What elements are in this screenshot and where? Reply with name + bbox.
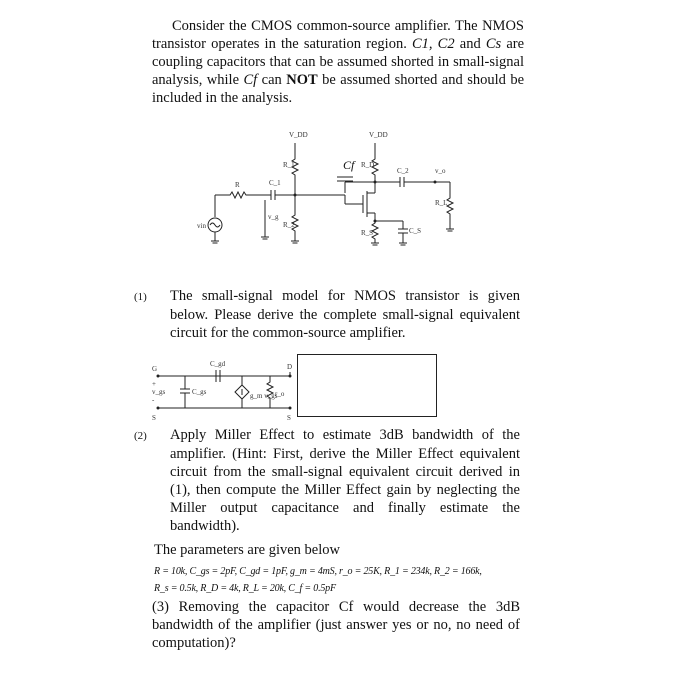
drain-terminal-label: D: [287, 363, 293, 371]
answer-box: [297, 354, 437, 417]
vdd-label-2: V_DD: [369, 131, 388, 139]
question-2: (2) Apply Miller Effect to estimate 3dB bandwidth of the amplifier. (Hint: First, derive the Miller Effect equivalent circuit from the small-signal equivalent circuit derived in (1), then compute the Miller Effect gain by neglecting the Miller output capacitance and finally estimate the bandwidth).: [134, 427, 520, 534]
vgs-plus-label: +: [152, 380, 156, 388]
parameters-title: The parameters are given below: [154, 542, 340, 558]
gate-terminal-label: G: [152, 365, 158, 373]
vgs-label: v_gs: [152, 388, 166, 396]
nmos-small-signal-model: [150, 358, 300, 428]
c2-label: C_2: [397, 167, 409, 175]
vg-label: v_g: [268, 213, 279, 221]
rs-label: R_S: [361, 229, 374, 237]
gm-vgs-label: g_m v_gs: [250, 392, 278, 400]
cgs-label: C_gs: [192, 388, 207, 396]
r1-label: R_1: [283, 161, 295, 169]
ro-label: r_o: [275, 390, 285, 398]
problem-intro: Consider the CMOS common-source amplifier. The NMOS transistor operates in the saturation region. C1, C2 and Cs are coupling capacitors that can be assumed shorted in small-signal analysis, while Cf can NOT be assumed shorted and should be included in the analysis.: [152, 18, 525, 106]
rl-label: R_L: [435, 199, 448, 207]
source-terminal-label-left: S: [152, 414, 156, 422]
parameters-list: [154, 563, 526, 597]
cgd-label: C_gd: [210, 360, 226, 368]
rd-label: R_D: [361, 161, 375, 169]
vdd-label-1: V_DD: [289, 131, 308, 139]
cs-amplifier-circuit: [195, 125, 475, 250]
c1-label: C_1: [269, 179, 281, 187]
parameters-line-2: R_s = 0.5k, R_D = 4k, R_L = 20k, C_f = 0.5pF: [154, 583, 336, 594]
parameters-line-1: R = 10k, C_gs = 2pF, C_gd = 1pF, g_m = 4mS, r_o = 25K, R_1 = 234k, R_2 = 166k,: [154, 566, 482, 577]
rsig-label: R: [235, 181, 240, 189]
r2-label: R_2: [283, 221, 295, 229]
vin-label: vin: [197, 222, 206, 230]
vgs-minus-label: -: [152, 396, 155, 404]
question-1: (1) The small-signal model for NMOS transistor is given below. Please derive the complete small-signal equivalent circuit for the common-source amplifier.: [134, 288, 520, 341]
cs-label: C_S: [409, 227, 422, 235]
cf-label: Cf: [343, 158, 355, 172]
source-terminal-label-right: S: [287, 414, 291, 422]
vout-label: v_o: [435, 167, 446, 175]
question-3: (3) Removing the capacitor Cf would decrease the 3dB bandwidth of the amplifier (just answer yes or no, no need of computation)?: [152, 599, 521, 651]
